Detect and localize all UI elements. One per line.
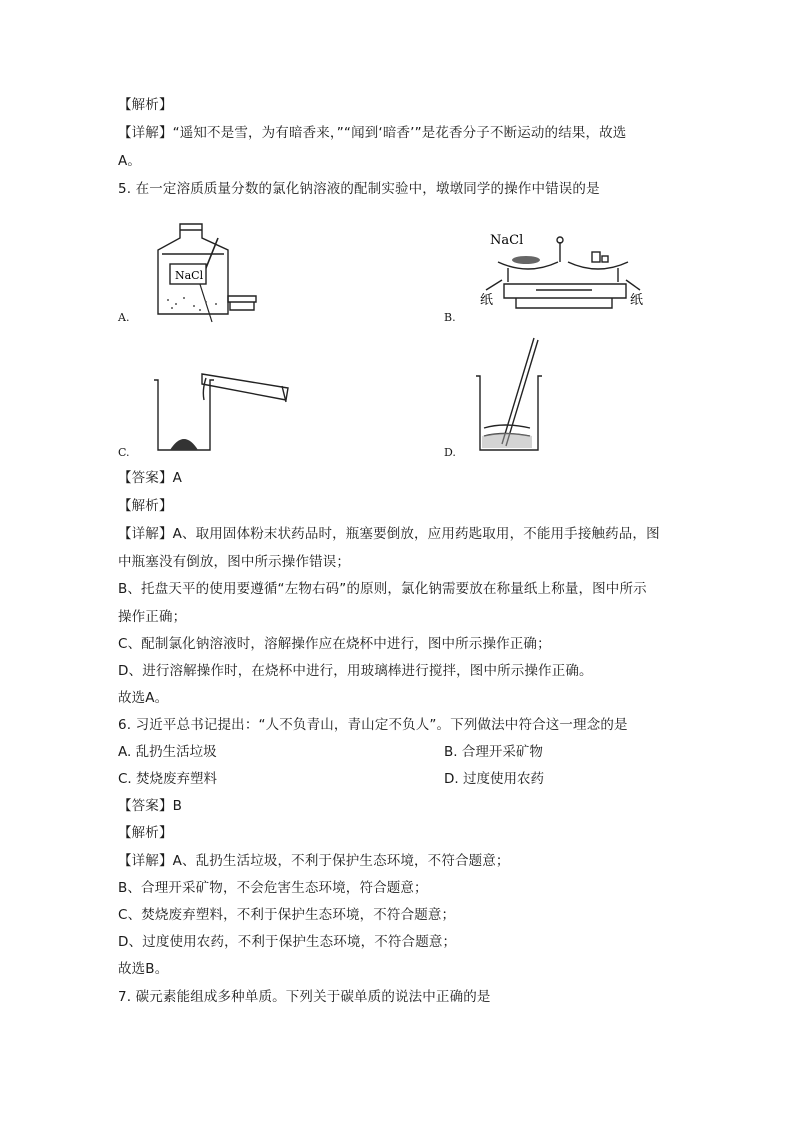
- figure-d-stirring-beaker: [472, 332, 562, 456]
- q5-detail-line: 中瓶塞没有倒放，图中所示操作错误；: [118, 554, 351, 570]
- q6-stem: 6. 习近平总书记提出：“人不负青山，青山定不负人”。下列做法中符合这一理念的是: [118, 717, 628, 733]
- q5-detail-line: C、配制氯化钠溶液时，溶解操作应在烧杯中进行，图中所示操作正确；: [118, 636, 551, 652]
- q5-detail-line: 【详解】A、取用固体粉末状药品时，瓶塞要倒放，应用药匙取用，不能用手接触药品，图: [118, 526, 660, 542]
- q6-option-c: C. 焚烧废弃塑料: [118, 771, 218, 787]
- q6-detail-line: C、焚烧废弃塑料，不利于保护生态环境，不符合题意；: [118, 907, 456, 923]
- paper-right-text: 纸: [630, 293, 644, 308]
- q6-option-d: D. 过度使用农药: [444, 771, 544, 787]
- q6-detail-line: B、合理开采矿物，不会危害生态环境，符合题意；: [118, 880, 428, 896]
- balance-label-text: NaCl: [490, 233, 524, 248]
- bottle-label-text: NaCl: [175, 269, 204, 282]
- q6-option-b: B. 合理开采矿物: [444, 744, 543, 760]
- q5-analysis-heading: 【解析】: [118, 498, 173, 514]
- q5-label-a: A.: [118, 311, 130, 324]
- q5-conclusion: 故选A。: [118, 690, 169, 706]
- q6-option-a: A. 乱扔生活垃圾: [118, 744, 217, 760]
- figure-a-reagent-bottle: [150, 218, 260, 324]
- q6-detail-line: D、过度使用农药，不利于保护生态环境，不符合题意；: [118, 934, 457, 950]
- q6-detail-line: 【详解】A、乱扔生活垃圾，不利于保护生态环境，不符合题意；: [118, 853, 510, 869]
- q6-conclusion: 故选B。: [118, 961, 169, 977]
- q4-detail-cont: A。: [118, 153, 142, 169]
- q4-analysis-heading: 【解析】: [118, 97, 173, 113]
- q6-analysis-heading: 【解析】: [118, 825, 173, 841]
- q5-answer: 【答案】A: [118, 470, 182, 486]
- q5-label-c: C.: [118, 446, 130, 459]
- q5-stem: 5. 在一定溶质质量分数的氯化钠溶液的配制实验中，墩墩同学的操作中错误的是: [118, 181, 600, 197]
- q5-detail-line: 操作正确；: [118, 609, 187, 625]
- q5-detail-line: B、托盘天平的使用要遵循“左物右码”的原则，氯化钠需要放在称量纸上称量，图中所示: [118, 581, 647, 597]
- q5-detail-line: D、进行溶解操作时，在烧杯中进行，用玻璃棒进行搅拌，图中所示操作正确。: [118, 663, 593, 679]
- q6-answer: 【答案】B: [118, 798, 183, 814]
- figure-b-balance: [476, 228, 652, 320]
- q7-stem: 7. 碳元素能组成多种单质。下列关于碳单质的说法中正确的是: [118, 989, 491, 1005]
- q5-label-b: B.: [444, 311, 456, 324]
- paper-left-text: 纸: [480, 293, 494, 308]
- q5-label-d: D.: [444, 446, 456, 459]
- q4-detail: 【详解】“遥知不是雪，为有暗香来，”“闻到‘暗香’”是花香分子不断运动的结果，故选: [118, 125, 627, 141]
- figure-c-pouring-beaker: [148, 358, 298, 458]
